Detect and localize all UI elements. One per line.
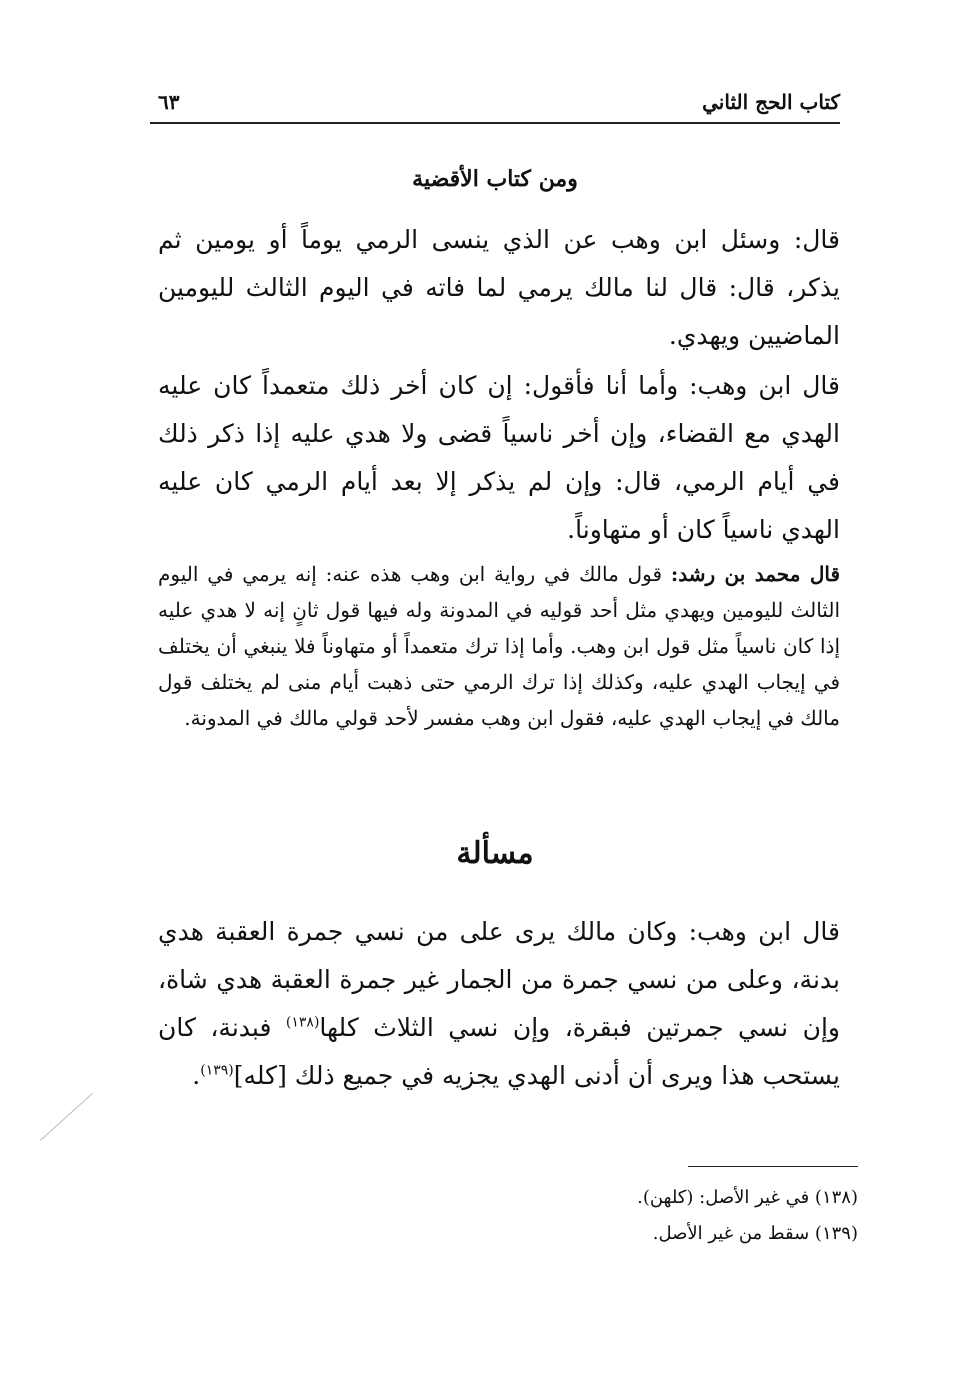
footnote-ref-138: (١٣٨)	[285, 1014, 320, 1031]
running-title: كتاب الحج الثاني	[702, 90, 840, 114]
commentary-label: قال محمد بن رشد:	[670, 562, 841, 586]
page-header	[150, 88, 840, 124]
commentary-paragraph	[158, 556, 840, 736]
footnotes-list	[380, 1180, 858, 1252]
scan-scratch-mark	[40, 1093, 93, 1141]
paragraph-4	[158, 908, 840, 1100]
paragraph-2: قال ابن وهب: وأما أنا فأقول: إن كان أخر ذلك متعمداً كان عليه الهدي مع القضاء، وإن أخر ناسياً قضى ولا هدي عليه إذا ذكر ذلك في أيام الرمي، قال: وإن لم يذكر إلا بعد أيام الرمي كان عليه الهدي ناسياً كان أو متهاوناً.	[158, 371, 840, 544]
paragraph-4-part-b: فبدنة، كان يستحب هذا ويرى أن أدنى الهدي يجزيه في جميع ذلك [كله]	[158, 1013, 840, 1090]
footnote-divider	[688, 1166, 858, 1167]
paragraph-4-part-c: .	[192, 1061, 201, 1090]
commentary-text: قول مالك في رواية ابن وهب هذه عنه: إنه يرمي في اليوم الثالث لليومين ويهدي مثل أحد قوليه في المدونة وله فيها قول ثانٍ إنه لا هدي عليه إذا كان ناسياً مثل قول ابن وهب. وأما إذا ترك متعمداً أو متهاوناً فلا ينبغي أن يختلف في إيجاب الهدي عليه، وكذلك إذا ترك الرمي حتى ذهبت أيام منى لم يختلف قول مالك في إيجاب الهدي عليه، فقول ابن وهب مفسر لأحد قولي مالك في المدونة.	[158, 562, 840, 730]
page-number: ٦٣	[158, 90, 180, 114]
footnote-item: (١٣٨) في غير الأصل: (كلهن).	[637, 1187, 858, 1208]
footnote-ref-139: (١٣٩)	[200, 1062, 234, 1079]
paragraph-1: قال: وسئل ابن وهب عن الذي ينسى الرمي يوماً أو يومين ثم يذكر، قال: قال لنا مالك يرمي لما فاته في اليوم الثالث لليومين الماضيين ويهدي.	[158, 225, 840, 350]
masala-heading: مسألة	[456, 836, 534, 871]
paragraph-4-part-a: قال ابن وهب: وكان مالك يرى على من نسي جمرة العقبة هدي بدنة، وعلى من نسي جمرة من الجمار غير جمرة العقبة هدي شاة، وإن نسي جمرتين فبقرة، وإن نسي الثلاث كلها	[158, 917, 840, 1042]
footnote-item: (١٣٩) سقط من غير الأصل.	[652, 1223, 858, 1244]
section-heading: ومن كتاب الأقضية	[412, 166, 578, 192]
